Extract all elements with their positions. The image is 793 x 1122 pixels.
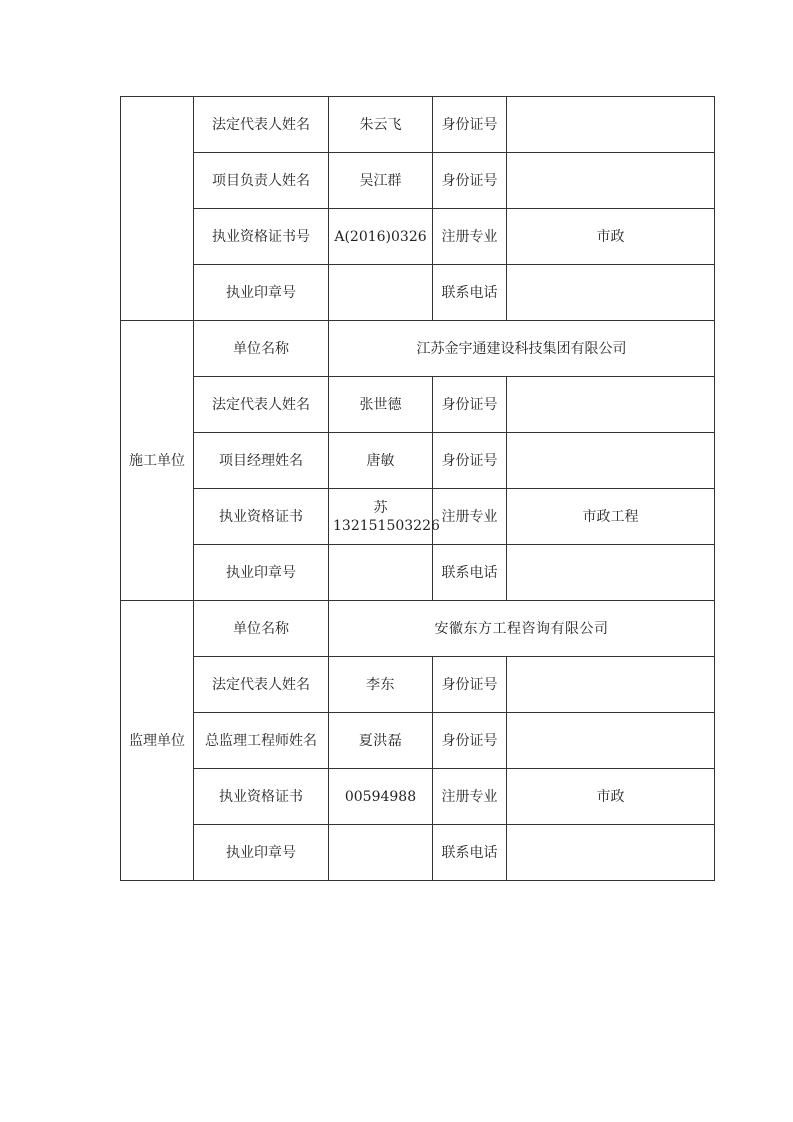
label-phone: 联系电话 xyxy=(433,825,507,881)
value-cert-no: 00594988 xyxy=(329,769,433,825)
label-phone: 联系电话 xyxy=(433,545,507,601)
value-proj-leader: 吴江群 xyxy=(329,153,433,209)
label-reg-major: 注册专业 xyxy=(433,209,507,265)
table-row xyxy=(121,489,715,545)
table-row xyxy=(121,153,715,209)
label-seal-no: 执业印章号 xyxy=(194,265,329,321)
label-legal-rep: 法定代表人姓名 xyxy=(194,377,329,433)
value-reg-major: 市政 xyxy=(507,769,715,825)
table-row xyxy=(121,265,715,321)
value-legal-rep: 朱云飞 xyxy=(329,97,433,153)
label-id-no: 身份证号 xyxy=(433,657,507,713)
group-cell-design xyxy=(121,97,194,321)
table-row xyxy=(121,97,715,153)
value-id-no xyxy=(507,153,715,209)
value-id-no xyxy=(507,713,715,769)
group-label-construction: 施工单位 xyxy=(121,321,194,601)
label-reg-major: 注册专业 xyxy=(433,769,507,825)
label-seal-no: 执业印章号 xyxy=(194,545,329,601)
table-row xyxy=(121,433,715,489)
value-legal-rep: 李东 xyxy=(329,657,433,713)
value-cert-no xyxy=(329,489,440,545)
cert-line-1: 苏 xyxy=(373,499,388,516)
table-row xyxy=(121,713,715,769)
value-id-no xyxy=(507,377,715,433)
value-seal-no xyxy=(329,265,433,321)
value-legal-rep: 张世德 xyxy=(329,377,433,433)
value-phone xyxy=(507,545,715,601)
table-row xyxy=(121,601,715,657)
value-unit-name: 江苏金宇通建设科技集团有限公司 xyxy=(329,321,715,377)
table-row xyxy=(121,657,715,713)
label-unit-name: 单位名称 xyxy=(194,601,329,657)
label-id-no: 身份证号 xyxy=(433,377,507,433)
registration-table xyxy=(120,96,715,881)
value-id-no xyxy=(507,433,715,489)
label-legal-rep: 法定代表人姓名 xyxy=(194,657,329,713)
label-reg-major: 注册专业 xyxy=(433,489,507,545)
label-cert-no: 执业资格证书号 xyxy=(194,209,329,265)
value-seal-no xyxy=(329,545,433,601)
value-reg-major: 市政 xyxy=(507,209,715,265)
value-reg-major: 市政工程 xyxy=(507,489,715,545)
label-id-no: 身份证号 xyxy=(433,713,507,769)
value-id-no xyxy=(507,97,715,153)
value-unit-name: 安徽东方工程咨询有限公司 xyxy=(329,601,715,657)
group-label-supervision: 监理单位 xyxy=(121,601,194,881)
label-cert-no: 执业资格证书 xyxy=(194,489,329,545)
table-row xyxy=(121,377,715,433)
label-cert-no: 执业资格证书 xyxy=(194,769,329,825)
value-pm-name: 唐敏 xyxy=(329,433,433,489)
label-pm-name: 项目经理姓名 xyxy=(194,433,329,489)
label-id-no: 身份证号 xyxy=(433,433,507,489)
value-phone xyxy=(507,825,715,881)
table-row xyxy=(121,825,715,881)
label-unit-name: 单位名称 xyxy=(194,321,329,377)
value-cert-no: A(2016)0326 xyxy=(329,209,433,265)
value-id-no xyxy=(507,657,715,713)
label-id-no: 身份证号 xyxy=(433,153,507,209)
table-row xyxy=(121,209,715,265)
value-seal-no xyxy=(329,825,433,881)
label-proj-leader: 项目负责人姓名 xyxy=(194,153,329,209)
label-id-no: 身份证号 xyxy=(433,97,507,153)
table-row xyxy=(121,321,715,377)
label-chief-supervisor: 总监理工程师姓名 xyxy=(194,713,329,769)
label-phone: 联系电话 xyxy=(433,265,507,321)
table-row xyxy=(121,769,715,825)
value-chief-supervisor: 夏洪磊 xyxy=(329,713,433,769)
label-legal-rep: 法定代表人姓名 xyxy=(194,97,329,153)
label-seal-no: 执业印章号 xyxy=(194,825,329,881)
cert-line-2: 132151503226 xyxy=(333,517,440,534)
table-row xyxy=(121,545,715,601)
value-phone xyxy=(507,265,715,321)
